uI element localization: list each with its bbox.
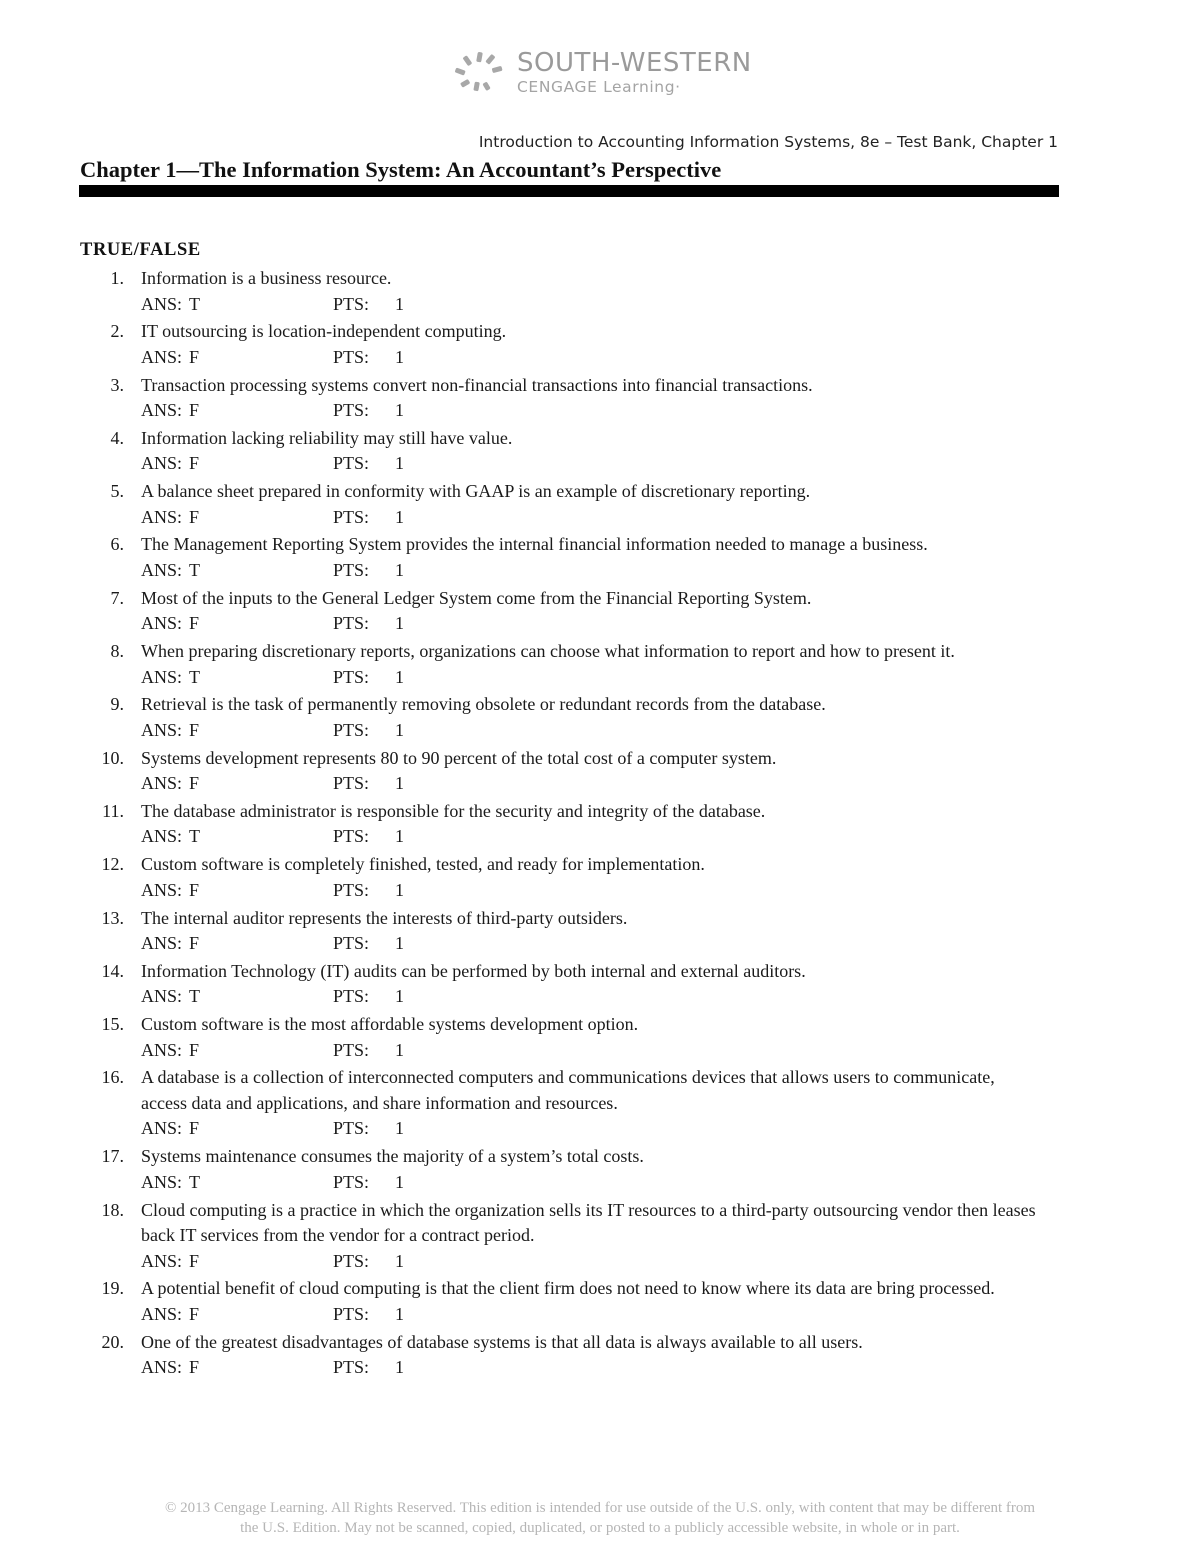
ans-label: ANS: [141, 453, 183, 474]
ans-label: ANS: [141, 1039, 183, 1060]
points-value: 1 [395, 1250, 404, 1271]
ans-label: ANS: [141, 559, 183, 580]
question-body [141, 479, 1041, 530]
question-text: Cloud computing is a practice in which the organization sells its IT resources to a third-party outsourcing vendor then leases back IT services from the vendor for a contract period. [141, 1199, 1036, 1246]
pts-label: PTS: [333, 986, 370, 1007]
pts-label: PTS: [333, 1250, 370, 1271]
ans-label: ANS: [141, 986, 183, 1007]
title-rule [79, 185, 1059, 197]
pts-label: PTS: [333, 933, 370, 954]
answer-value: T [189, 986, 200, 1007]
question-list [80, 266, 1070, 1383]
section-heading: TRUE/FALSE [80, 240, 201, 260]
ans-label: ANS: [141, 1250, 183, 1271]
ans-label: ANS: [141, 506, 183, 527]
question-body [141, 959, 1041, 1010]
answer-line [141, 611, 1041, 637]
answer-line [141, 1116, 1041, 1142]
answer-line [141, 771, 1041, 797]
ans-label: ANS: [141, 293, 183, 314]
question-body [141, 906, 1041, 957]
question-item [80, 479, 1070, 530]
points-value: 1 [395, 1039, 404, 1060]
answer-value: F [189, 613, 200, 634]
question-item [80, 1065, 1070, 1142]
pts-label: PTS: [333, 719, 370, 740]
question-item [80, 426, 1070, 477]
answer-line [141, 1302, 1041, 1328]
points-value: 1 [395, 826, 404, 847]
answer-value: T [189, 826, 200, 847]
pts-label: PTS: [333, 1357, 370, 1378]
points-value: 1 [395, 559, 404, 580]
question-number: 14. [101, 960, 124, 981]
answer-value: F [189, 933, 200, 954]
question-number: 19. [101, 1278, 124, 1299]
question-body [141, 373, 1041, 424]
question-number: 9. [110, 694, 124, 715]
question-body [141, 852, 1041, 903]
ans-label: ANS: [141, 1118, 183, 1139]
pts-label: PTS: [333, 1303, 370, 1324]
points-value: 1 [395, 986, 404, 1007]
ans-label: ANS: [141, 613, 183, 634]
pts-label: PTS: [333, 506, 370, 527]
question-text: A potential benefit of cloud computing is that the client firm does not need to know where its data are bring processed. [141, 1278, 995, 1299]
points-value: 1 [395, 400, 404, 421]
question-number: 2. [110, 321, 124, 342]
answer-value: F [189, 879, 200, 900]
question-number: 3. [110, 374, 124, 395]
question-body [141, 586, 1041, 637]
answer-value: F [189, 453, 200, 474]
question-text: When preparing discretionary reports, organizations can choose what information to report and how to present it. [141, 641, 955, 662]
question-item [80, 586, 1070, 637]
pts-label: PTS: [333, 1039, 370, 1060]
question-text: One of the greatest disadvantages of database systems is that all data is always available to all users. [141, 1331, 863, 1352]
answer-value: T [189, 666, 200, 687]
points-value: 1 [395, 346, 404, 367]
question-body [141, 746, 1041, 797]
question-number: 13. [101, 907, 124, 928]
question-number: 11. [102, 800, 124, 821]
question-item [80, 532, 1070, 583]
question-number: 5. [110, 481, 124, 502]
question-body [141, 639, 1041, 690]
pts-label: PTS: [333, 879, 370, 900]
pts-label: PTS: [333, 1118, 370, 1139]
question-body [141, 1330, 1041, 1381]
question-body [141, 1012, 1041, 1063]
question-item [80, 1144, 1070, 1195]
answer-line [141, 665, 1041, 691]
question-text: Systems development represents 80 to 90 percent of the total cost of a computer system. [141, 747, 777, 768]
pts-label: PTS: [333, 400, 370, 421]
pts-label: PTS: [333, 346, 370, 367]
pts-label: PTS: [333, 666, 370, 687]
question-body [141, 1276, 1041, 1327]
answer-value: F [189, 719, 200, 740]
question-text: Information is a business resource. [141, 268, 392, 288]
question-body [141, 1198, 1041, 1275]
question-text: Transaction processing systems convert non-financial transactions into financial transactions. [141, 374, 813, 395]
question-text: Custom software is completely finished, tested, and ready for implementation. [141, 854, 705, 875]
answer-value: T [189, 559, 200, 580]
question-item [80, 692, 1070, 743]
question-text: A balance sheet prepared in conformity with GAAP is an example of discretionary reporting. [141, 481, 811, 502]
pts-label: PTS: [333, 293, 370, 314]
question-number: 1. [110, 268, 124, 288]
points-value: 1 [395, 773, 404, 794]
points-value: 1 [395, 1303, 404, 1324]
publisher-logo [455, 48, 755, 100]
ans-label: ANS: [141, 1303, 183, 1324]
points-value: 1 [395, 453, 404, 474]
question-number: 10. [101, 747, 124, 768]
points-value: 1 [395, 1118, 404, 1139]
question-text: The database administrator is responsible for the security and integrity of the database. [141, 800, 766, 821]
ans-label: ANS: [141, 826, 183, 847]
points-value: 1 [395, 933, 404, 954]
answer-line [141, 931, 1041, 957]
question-number: 8. [110, 641, 124, 662]
question-text: Information lacking reliability may still have value. [141, 427, 513, 448]
ans-label: ANS: [141, 719, 183, 740]
answer-line [141, 398, 1041, 424]
question-body [141, 319, 1041, 370]
answer-line [141, 718, 1041, 744]
ans-label: ANS: [141, 400, 183, 421]
answer-line [141, 878, 1041, 904]
question-body [141, 1065, 1041, 1142]
question-item [80, 852, 1070, 903]
question-number: 15. [101, 1014, 124, 1035]
pts-label: PTS: [333, 453, 370, 474]
question-item [80, 1198, 1070, 1275]
copyright-footer [100, 1498, 1100, 1538]
answer-value: F [189, 1303, 200, 1324]
question-body [141, 692, 1041, 743]
answer-line [141, 451, 1041, 477]
points-value: 1 [395, 293, 404, 314]
answer-value: F [189, 506, 200, 527]
ans-label: ANS: [141, 933, 183, 954]
pts-label: PTS: [333, 559, 370, 580]
answer-line [141, 984, 1041, 1010]
points-value: 1 [395, 666, 404, 687]
running-head: Introduction to Accounting Information Systems, 8e – Test Bank, Chapter 1 [478, 133, 1058, 151]
question-text: Custom software is the most affordable systems development option. [141, 1014, 639, 1035]
question-item [80, 799, 1070, 850]
question-text: Retrieval is the task of permanently removing obsolete or redundant records from the database. [141, 694, 826, 715]
pts-label: PTS: [333, 773, 370, 794]
answer-line [141, 1170, 1041, 1196]
answer-value: F [189, 773, 200, 794]
question-text: Most of the inputs to the General Ledger System come from the Financial Reporting System. [141, 587, 812, 608]
question-body [141, 426, 1041, 477]
ans-label: ANS: [141, 1171, 183, 1192]
answer-value: F [189, 346, 200, 367]
question-item [80, 746, 1070, 797]
question-number: 18. [101, 1199, 124, 1220]
answer-line [141, 345, 1041, 371]
answer-line [141, 1038, 1041, 1064]
question-item [80, 1330, 1070, 1381]
question-text: Systems maintenance consumes the majority of a system’s total costs. [141, 1146, 644, 1167]
question-item [80, 266, 1070, 317]
answer-line [141, 1249, 1041, 1275]
question-item [80, 1012, 1070, 1063]
question-number: 16. [101, 1067, 124, 1088]
question-body [141, 1144, 1041, 1195]
answer-line [141, 292, 1041, 318]
question-text: The Management Reporting System provides the internal financial information needed to manage a business. [141, 534, 928, 555]
ans-label: ANS: [141, 773, 183, 794]
answer-line [141, 505, 1041, 531]
question-item [80, 373, 1070, 424]
pts-label: PTS: [333, 826, 370, 847]
question-number: 6. [110, 534, 124, 555]
points-value: 1 [395, 1171, 404, 1192]
footer-line-2: the U.S. Edition. May not be scanned, copied, duplicated, or posted to a publicly accessible website, in whole or in part. [240, 1520, 960, 1536]
points-value: 1 [395, 719, 404, 740]
ans-label: ANS: [141, 879, 183, 900]
points-value: 1 [395, 879, 404, 900]
logo-brand-text: SOUTH-WESTERN [517, 48, 752, 78]
points-value: 1 [395, 506, 404, 527]
ans-label: ANS: [141, 346, 183, 367]
question-number: 7. [110, 587, 124, 608]
question-item [80, 959, 1070, 1010]
question-text: Information Technology (IT) audits can be performed by both internal and external auditors. [141, 960, 806, 981]
question-item [80, 906, 1070, 957]
question-number: 20. [101, 1331, 124, 1352]
answer-value: F [189, 1039, 200, 1060]
answer-line [141, 824, 1041, 850]
pts-label: PTS: [333, 1171, 370, 1192]
question-text: A database is a collection of interconnected computers and communications devices that allows users to communicate, access data and applications, and share information and resources. [141, 1067, 995, 1113]
answer-line [141, 1355, 1041, 1381]
answer-value: F [189, 1357, 200, 1378]
question-text: IT outsourcing is location-independent computing. [141, 321, 507, 342]
pts-label: PTS: [333, 613, 370, 634]
question-item [80, 319, 1070, 370]
ans-label: ANS: [141, 1357, 183, 1378]
question-body [141, 266, 1041, 317]
answer-line [141, 558, 1041, 584]
chapter-title: Chapter 1—The Information System: An Accountant’s Perspective [80, 157, 722, 182]
cengage-starburst-icon [455, 50, 509, 96]
answer-value: F [189, 1118, 200, 1139]
logo-sub-text: CENGAGE Learning· [517, 78, 681, 96]
question-body [141, 799, 1041, 850]
answer-value: F [189, 1250, 200, 1271]
question-number: 12. [101, 854, 124, 875]
question-number: 17. [101, 1146, 124, 1167]
question-text: The internal auditor represents the interests of third-party outsiders. [141, 907, 628, 928]
points-value: 1 [395, 613, 404, 634]
question-item [80, 1276, 1070, 1327]
question-number: 4. [110, 427, 124, 448]
points-value: 1 [395, 1357, 404, 1378]
answer-value: F [189, 400, 200, 421]
answer-value: T [189, 1171, 200, 1192]
footer-line-1: © 2013 Cengage Learning. All Rights Reserved. This edition is intended for use outside of the U.S. only, with content that may be different from [164, 1500, 1036, 1516]
ans-label: ANS: [141, 666, 183, 687]
answer-value: T [189, 293, 200, 314]
question-body [141, 532, 1041, 583]
question-item [80, 639, 1070, 690]
